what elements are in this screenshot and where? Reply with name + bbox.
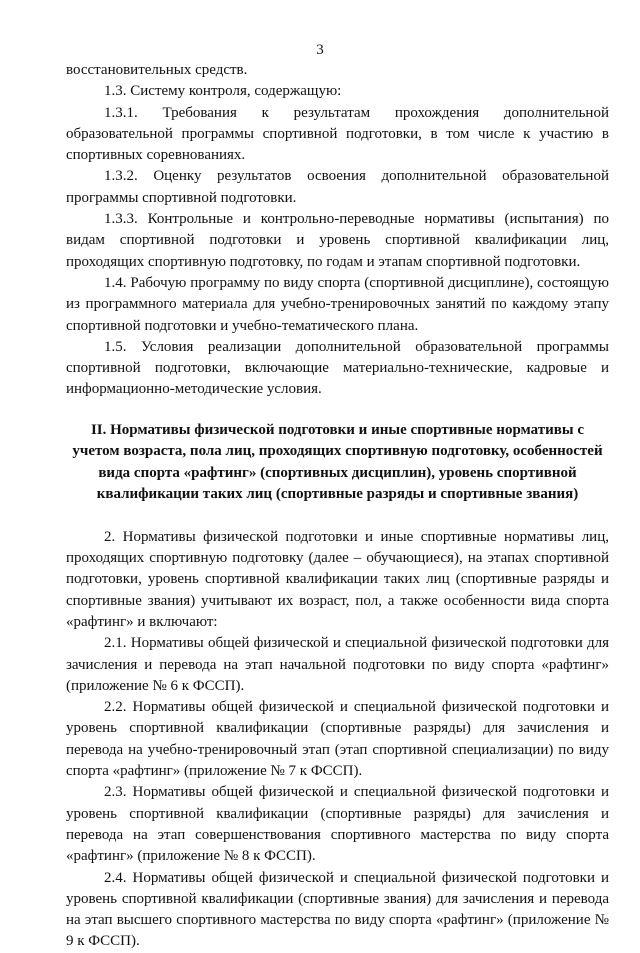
paragraph-2-3: 2.3. Нормативы общей физической и специальной физической подготовки и уровень спортивной квалификации (спортивные разряды) для зачисления и перевода на этап совершенствования спортивного мастерства по виду спорта «рафтинг» (приложение № 8 к ФССП). [66,784,609,865]
document-body [66,60,609,953]
paragraph-2-1: 2.1. Нормативы общей физической и специальной физической подготовки для зачисления и перевода на этап начальной подготовки по виду спорта «рафтинг» (приложение № 6 к ФССП). [66,635,609,694]
paragraph-1-3-1: 1.3.1. Требования к результатам прохождения дополнительной образовательной программы спортивной подготовки, в том числе к участию в спортивных соревнованиях. [66,104,609,164]
paragraph-1-5: 1.5. Условия реализации дополнительной образовательной программы спортивной подготовки, включающие материально-технические, кадровые и информационно-методические условия. [66,338,609,398]
section-heading: II. Нормативы физической подготовки и иные спортивные нормативы с учетом возраста, пола лиц, проходящих спортивную подготовку, особенностей вида спорта «рафтинг» (спортивных дисциплин), уровень спортивной квалификации таких лиц (спортивные разряды и спортивные звания) [72,421,603,503]
paragraph-2-2: 2.2. Нормативы общей физической и специальной физической подготовки и уровень спортивной квалификации (спортивные разряды) для зачисления и перевода на учебно-тренировочный этап (этап спортивной специализации) по виду спорта «рафтинг» (приложение № 7 к ФССП). [66,699,609,780]
paragraph-1-3-3: 1.3.3. Контрольные и контрольно-переводные нормативы (испытания) по видам спортивной подготовки и уровень спортивной квалификации лиц, проходящих спортивную подготовку, по годам и этапам спортивной подготовки. [66,211,609,270]
paragraph-1-3-2: 1.3.2. Оценку результатов освоения дополнительной образовательной программы спортивной подготовки. [66,168,609,206]
paragraph-2: 2. Нормативы физической подготовки и иные спортивные нормативы лиц, проходящих спортивную подготовку (далее – обучающиеся), на этапах спортивной подготовки, уровень спортивной квалификации таких лиц (спортивные разряды и спортивные звания) учитывают их возраст, пол, а также особенности вида спорта «рафтинг» и включают: [66,528,609,630]
page-number: 3 [316,42,324,58]
paragraph-0: восстановительных средств. [66,62,248,78]
paragraph-1-4: 1.4. Рабочую программу по виду спорта (спортивной дисциплине), состоящую из программного материала для учебно-тренировочных занятий по каждому этапу спортивной подготовки и учебно-тематического плана. [66,274,609,334]
paragraph-2-4: 2.4. Нормативы общей физической и специальной физической подготовки и уровень спортивной квалификации (спортивные звания) для зачисления и перевода на этап высшего спортивного мастерства по виду спорта «рафтинг» (приложение № 9 к ФССП). [66,869,609,950]
paragraph-1-3: 1.3. Систему контроля, содержащую: [104,83,342,100]
